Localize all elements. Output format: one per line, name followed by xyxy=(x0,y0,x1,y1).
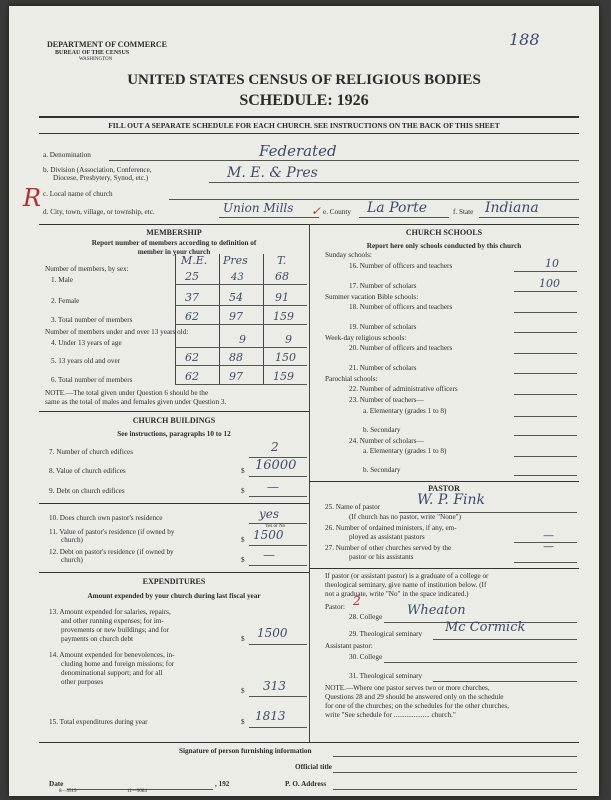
members-by-sex-label: Number of members, by sex: xyxy=(45,265,129,273)
sunday-schools-label: Sunday schools: xyxy=(325,251,372,259)
q19-line xyxy=(514,332,577,333)
bureau-location: WASHINGTON xyxy=(79,57,113,62)
official-title-label: Official title xyxy=(295,763,332,771)
red-tick: ✓ xyxy=(311,204,322,218)
q31-label: 31. Theological seminary xyxy=(349,672,423,680)
q18-line xyxy=(514,312,577,313)
division-line xyxy=(209,182,579,183)
census-form-sheet xyxy=(9,6,599,796)
q27-label-2: pastor or his assistants xyxy=(349,553,414,561)
q27-line xyxy=(514,562,577,563)
q15-label: 15. Total expenditures during year xyxy=(49,718,148,726)
division-label-2: Diocese, Presbytery, Synod, etc.) xyxy=(53,174,149,182)
q14-label-2: cluding home and foreign missions; for xyxy=(61,660,175,668)
q15-dollar: $ xyxy=(241,718,245,726)
q5-over13-label: 5. 13 years old and over xyxy=(51,357,121,365)
q14-label-3: denominational support; and for all xyxy=(61,669,163,677)
q13-value[interactable]: 1500 xyxy=(257,626,288,640)
schools-heading: CHURCH SCHOOLS xyxy=(405,228,483,237)
q5-line xyxy=(175,365,307,366)
q17-value[interactable]: 100 xyxy=(539,277,560,290)
denomination-label: a. Denomination xyxy=(43,151,91,159)
q13-label-3: provements or new buildings; and for xyxy=(61,626,169,634)
q20-line xyxy=(514,353,577,354)
print-code: 11—9084 xyxy=(127,789,147,794)
q19-label: 19. Number of scholars xyxy=(349,323,417,331)
form-title: UNITED STATES CENSUS OF RELIGIOUS BODIES xyxy=(127,72,481,88)
multi-church-note-4: write "See schedule for .................... church." xyxy=(325,711,456,719)
date-label: Date xyxy=(49,780,64,788)
q16-line xyxy=(514,271,577,272)
expenditures-heading: EXPENDITURES xyxy=(142,577,206,586)
local-name-label: c. Local name of church xyxy=(43,190,113,198)
q18-label: 18. Number of officers and teachers xyxy=(349,303,453,311)
section-rule-right-3 xyxy=(309,568,579,569)
q10-label: 10. Does church own pastor's residence xyxy=(49,514,163,522)
red-numeral: 2 xyxy=(353,594,361,608)
q11-label-2: church) xyxy=(61,536,83,544)
q11-dollar: $ xyxy=(241,536,245,544)
q17-label: 17. Number of scholars xyxy=(349,282,417,290)
q3-val-1[interactable]: 62 xyxy=(185,310,199,323)
schools-instr: Report here only schools conducted by this church xyxy=(366,242,522,250)
q5-val-2[interactable]: 88 xyxy=(229,351,243,364)
expenditures-instr: Amount expended by your church during last fiscal year xyxy=(87,592,261,600)
q1-val-2[interactable]: 43 xyxy=(231,272,244,283)
q3-total-label: 3. Total number of members xyxy=(51,316,133,324)
q12-label-1: 12. Debt on pastor's residence (if owned by xyxy=(49,548,174,556)
q12-line xyxy=(249,565,307,566)
q12-label-2: church) xyxy=(61,556,83,564)
q29-label: 29. Theological seminary xyxy=(349,630,423,638)
q25-value[interactable]: W. P. Fink xyxy=(417,492,486,508)
q20-label: 20. Number of officers and teachers xyxy=(349,344,453,352)
q2-val-2[interactable]: 54 xyxy=(229,291,243,304)
q2-female-label: 2. Female xyxy=(51,297,80,305)
q15-line xyxy=(249,727,307,728)
q6-total-label: 6. Total number of members xyxy=(51,376,133,384)
q13-label-2: and other running expenses; for im- xyxy=(61,617,164,625)
city-label: d. City, town, village, or township, etc. xyxy=(43,208,155,216)
q1-val-1[interactable]: 25 xyxy=(185,270,199,283)
q22-label: 22. Number of administrative officers xyxy=(349,385,458,393)
q8-value[interactable]: 16000 xyxy=(255,458,297,473)
q26-value[interactable]: — xyxy=(543,529,554,542)
q4-val-3[interactable]: 9 xyxy=(285,333,292,346)
division-label-1: b. Division (Association, Conference, xyxy=(43,166,152,174)
membership-instr-1: Report number of members according to definition of xyxy=(91,239,257,247)
q23b-label: b. Secondary xyxy=(363,426,401,434)
q23b-line xyxy=(514,435,577,436)
q21-line xyxy=(514,373,577,374)
q12-dollar: $ xyxy=(241,556,245,564)
po-address-line xyxy=(333,789,577,790)
q23a-line xyxy=(514,416,577,417)
yes-or-no-hint: Yes or No xyxy=(265,524,286,529)
q13-label-4: payments on church debt xyxy=(61,635,134,643)
membership-note-2: same as the total of males and females given under Question 3. xyxy=(45,398,227,406)
q30-label: 30. College xyxy=(349,653,383,661)
weekday-schools-label: Week-day religious schools: xyxy=(325,334,407,342)
bureau-title: BUREAU OF THE CENSUS xyxy=(55,50,130,56)
form-subtitle: SCHEDULE: 1926 xyxy=(239,92,369,109)
q14-label-1: 14. Amount expended for benevolences, in- xyxy=(49,651,175,659)
q2-val-3[interactable]: 91 xyxy=(275,291,289,304)
po-address-label: P. O. Address xyxy=(285,780,327,788)
q14-line xyxy=(249,696,307,697)
q2-line xyxy=(175,305,307,306)
signature-label: Signature of person furnishing information xyxy=(179,747,312,755)
q8-label: 8. Value of church edifices xyxy=(49,467,126,475)
q10-value[interactable]: yes xyxy=(259,507,280,521)
q9-label: 9. Debt on church edifices xyxy=(49,487,125,495)
q24b-label: b. Secondary xyxy=(363,466,401,474)
q14-label-4: other purposes xyxy=(61,678,104,686)
pastor-heading: PASTOR xyxy=(428,484,460,493)
q14-value[interactable]: 313 xyxy=(263,679,286,693)
graduate-note-3: not a graduate, write "No" in the space indicated.) xyxy=(325,590,469,598)
under-over-13-label: Number of members under and over 13 years old: xyxy=(45,328,189,336)
q9-dollar: $ xyxy=(241,487,245,495)
q6-val-2[interactable]: 97 xyxy=(229,370,243,383)
membership-heading: MEMBERSHIP xyxy=(146,228,202,237)
col-head-1: M.E. xyxy=(181,254,208,267)
membership-instr-2: member in your church xyxy=(137,248,211,256)
col-head-2: Pres xyxy=(223,254,248,267)
city-value[interactable]: Union Mills xyxy=(223,201,294,215)
top-rule xyxy=(39,116,579,118)
section-rule-right-2 xyxy=(309,481,579,482)
q28-value[interactable]: Wheaton xyxy=(407,603,466,618)
instructions-banner: FILL OUT A SEPARATE SCHEDULE FOR EACH CHURCH. SEE INSTRUCTIONS ON THE BACK OF THIS SHEET xyxy=(108,121,500,130)
q13-dollar: $ xyxy=(241,635,245,643)
q8-line xyxy=(249,476,307,477)
q17-line xyxy=(514,291,577,292)
q25-note: (If church has no pastor, write "None") xyxy=(349,513,461,521)
q13-line xyxy=(249,644,307,645)
q28-label: 28. College xyxy=(349,613,383,621)
q4-line xyxy=(175,347,307,348)
red-check-mark: R xyxy=(23,184,42,212)
multi-church-note-3: for one of the churches; on the schedules for the other churches, xyxy=(325,702,510,710)
q9-value[interactable]: — xyxy=(267,480,279,494)
q12-value[interactable]: — xyxy=(263,548,275,562)
q23a-label: a. Elementary (grades 1 to 8) xyxy=(363,407,447,415)
section-rule-left-2 xyxy=(39,411,309,412)
q16-value[interactable]: 10 xyxy=(545,257,559,270)
graduate-note-2: theological seminary, give name of institution below. (If xyxy=(325,581,487,589)
summer-schools-label: Summer vacation Bible schools: xyxy=(325,293,419,301)
denomination-value[interactable]: Federated xyxy=(259,142,337,160)
q11-label-1: 11. Value of pastor's residence (if owned by xyxy=(49,528,175,536)
membership-note-1: NOTE.—The total given under Question 6 should be the xyxy=(45,389,209,397)
form-code: 8—5519 xyxy=(59,789,77,794)
q1-line xyxy=(175,284,307,285)
q1-val-3[interactable]: 68 xyxy=(275,270,289,283)
state-line xyxy=(479,217,579,218)
buildings-instr: See instructions, paragraphs 10 to 12 xyxy=(117,430,231,438)
q21-label: 21. Number of scholars xyxy=(349,364,417,372)
q24a-label: a. Elementary (grades 1 to 8) xyxy=(363,447,447,455)
q24a-line xyxy=(514,456,577,457)
q24b-line xyxy=(514,475,577,476)
q3-line xyxy=(175,324,307,325)
q14-dollar: $ xyxy=(241,687,245,695)
year-prefix: , 192 xyxy=(215,780,230,788)
multi-church-note-2: Questions 28 and 29 should be answered only on the schedule xyxy=(325,693,504,701)
bottom-rule xyxy=(39,742,579,743)
q5-val-1[interactable]: 62 xyxy=(185,351,199,364)
q6-line xyxy=(175,384,307,385)
parochial-schools-label: Parochial schools: xyxy=(325,375,378,383)
q9-line xyxy=(249,496,307,497)
section-rule-left-4 xyxy=(39,572,309,573)
q5-val-3[interactable]: 150 xyxy=(275,351,296,364)
q7-label: 7. Number of church edifices xyxy=(49,448,134,456)
q26-label-2: ployed as assistant pastors xyxy=(349,533,425,541)
buildings-heading: CHURCH BUILDINGS xyxy=(132,416,216,425)
q6-val-1[interactable]: 62 xyxy=(185,370,199,383)
state-label: f. State xyxy=(453,208,474,216)
department-title: DEPARTMENT OF COMMERCE xyxy=(47,40,168,49)
q16-label: 16. Number of officers and teachers xyxy=(349,262,453,270)
q27-label-1: 27. Number of other churches served by the xyxy=(325,544,452,552)
q3-val-3[interactable]: 159 xyxy=(273,310,294,323)
q24-label: 24. Number of scholars— xyxy=(349,437,424,445)
pastor-label: Pastor: xyxy=(325,603,345,611)
q27-value[interactable]: — xyxy=(543,540,554,553)
instructions-rule xyxy=(39,133,579,134)
signature-line xyxy=(333,756,577,757)
official-title-line xyxy=(333,772,577,773)
county-line xyxy=(359,217,449,218)
graduate-note-1: If pastor (or assistant pastor) is a graduate of a college or xyxy=(325,572,489,580)
denomination-line xyxy=(109,160,579,161)
q31-line xyxy=(433,681,577,682)
q1-male-label: 1. Male xyxy=(51,276,73,284)
form-number: 188 xyxy=(509,30,540,49)
q6-val-3[interactable]: 159 xyxy=(273,370,294,383)
city-line xyxy=(219,217,319,218)
q29-value[interactable]: Mc Cormick xyxy=(445,620,526,635)
q4-val-2[interactable]: 9 xyxy=(239,333,246,346)
q30-line xyxy=(384,662,577,663)
q13-label-1: 13. Amount expended for salaries, repairs, xyxy=(49,608,171,616)
q7-value[interactable]: 2 xyxy=(271,440,279,454)
q3-val-2[interactable]: 97 xyxy=(229,310,243,323)
county-label: e. County xyxy=(323,208,351,216)
q29-line xyxy=(433,639,577,640)
q11-line xyxy=(249,545,307,546)
center-divider xyxy=(309,224,310,742)
col-head-3: T. xyxy=(277,254,287,267)
assistant-pastor-label: Assistant pastor: xyxy=(325,642,373,650)
division-value[interactable]: M. E. & Pres xyxy=(227,165,318,181)
county-value[interactable]: La Porte xyxy=(367,200,427,216)
q11-value[interactable]: 1500 xyxy=(253,528,284,542)
state-value[interactable]: Indiana xyxy=(485,200,539,216)
q15-value[interactable]: 1813 xyxy=(255,709,286,723)
q2-val-1[interactable]: 37 xyxy=(185,291,199,304)
multi-church-note-1: NOTE.—Where one pastor serves two or more churches, xyxy=(325,684,490,692)
q25-label: 25. Name of pastor xyxy=(325,503,381,511)
section-rule-left-3 xyxy=(39,503,309,504)
q8-dollar: $ xyxy=(241,467,245,475)
q22-line xyxy=(514,394,577,395)
q4-under13-label: 4. Under 13 years of age xyxy=(51,339,122,347)
q23-label: 23. Number of teachers— xyxy=(349,396,424,404)
q26-label-1: 26. Number of ordained ministers, if any, em- xyxy=(325,524,457,532)
